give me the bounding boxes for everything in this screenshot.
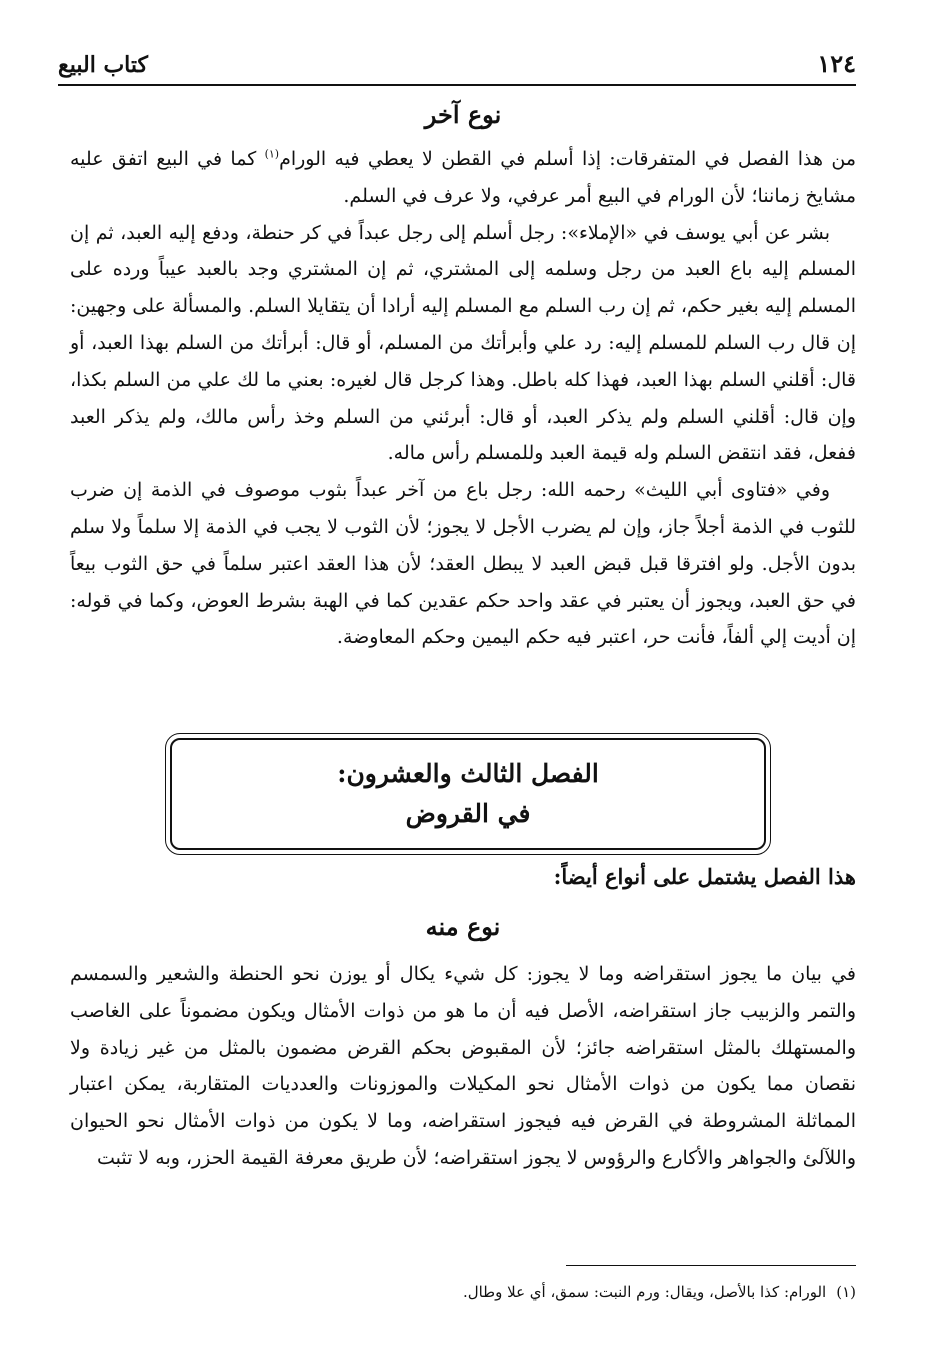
book-title: كتاب البيع xyxy=(58,52,148,78)
running-header xyxy=(58,30,856,86)
footnote xyxy=(70,1280,856,1304)
footnote-divider xyxy=(566,1265,856,1266)
paragraph-loans: في بيان ما يجوز استقراضه وما لا يجوز: كل شيء يكال أو يوزن نحو الحنطة والشعير والسمسم والتمر والزبيب جاز استقراضه، الأصل فيه أن ما هو من ذوات الأمثال ويكون مضموناً على الغاصب والمستهلك بالمثل استقراضه جائز؛ لأن المقبوض بحكم القرض مضمون بالمثل من غير زيادة ولا نقصان مما يكون من ذوات الأمثال نحو المكيلات والموزونات والعدديات المتقاربة، يمكن اعتبار المماثلة المشروطة في القرض فيه فيجوز استقراضه، وما لا يكون من ذوات الأمثال نحو الحيوان واللآلئ والجواهر والأكارع والرؤوس لا يجوز استقراضه؛ لأن طريق معرفة القيمة الحزر، وبه لا تثبت xyxy=(70,963,856,1169)
page-number: ١٢٤ xyxy=(817,49,856,78)
section1-body xyxy=(70,141,856,656)
chapter-title: في القروض xyxy=(405,799,531,828)
footnote-marker: (١) xyxy=(836,1283,856,1301)
paragraph-abu-al-layth: وفي «فتاوى أبي الليث» رحمه الله: رجل باع من آخر عبداً بثوب موصوف في الذمة إن ضرب للثوب في الذمة أجلاً جاز، وإن لم يضرب الأجل لا يجوز؛ لأن الثوب لا يجب في الذمة إلا سلماً ولا سلم بدون الأجل. ولو افترقا قبل قبض العبد لا يبطل العقد؛ لأن هذا العقد اعتبر سلماً في حق الثوب بيعاً في حق العبد، ويجوز أن يعتبر في عقد واحد حكم عقدين كما في الهبة بشرط العوض، وكما في قوله: إن أديت إلي ألفاً، فأنت حر، اعتبر فيه حكم اليمين وحكم المعاوضة. xyxy=(70,479,856,649)
footnote-text: الورام: كذا بالأصل، ويقال: ورم النبت: سمق، أي علا وطال. xyxy=(462,1283,827,1301)
chapter-number: الفصل الثالث والعشرون: xyxy=(337,759,599,788)
section-title-another-type: نوع آخر xyxy=(424,100,502,129)
section-title-one-type: نوع منه xyxy=(425,912,501,941)
paragraph-miscellanea: من هذا الفصل في المتفرقات: إذا أسلم في القطن لا يعطي فيه الورام$^{(١)}$ كما في البيع اتفق عليه مشايخ زماننا؛ لأن الورام في البيع أمر عرفي، ولا عرف في السلم. xyxy=(70,147,856,207)
section2-body xyxy=(70,956,856,1177)
paragraph-abu-yusuf: بشر عن أبي يوسف في «الإملاء»: رجل أسلم إلى رجل عبداً في كر حنطة، ودفع إليه العبد، ثم إن المسلم إليه باع العبد من رجل وسلمه إلى المشتري، ثم إن المشتري وجد بالعبد عيباً ورده على المسلم إليه بغير حكم، ثم إن رب السلم مع المسلم إليه أرادا أن يتقايلا السلم. والمسألة على وجهين: إن قال رب السلم للمسلم إليه: رد علي وأبرأتك من المسلم، أو قال: أبرأتك من السلم بهذا العبد، أو قال: أقلني السلم بهذا العبد، فهذا كله باطل. وهذا كرجل قال لغيره: بعني ما لك علي من السلم بكذا، وإن قال: أقلني السلم ولم يذكر العبد، أو قال: أبرئني من السلم وخذ رأس مالك، ولم يذكر العبد ففعل، فقد انتقض السلم وله قيمة العبد وللمسلم رأس ماله. xyxy=(70,221,856,465)
chapter-heading-box xyxy=(170,738,766,850)
chapter-intro: هذا الفصل يشتمل على أنواع أيضاً: xyxy=(553,864,856,889)
footnote-ref: (١) xyxy=(264,147,280,161)
